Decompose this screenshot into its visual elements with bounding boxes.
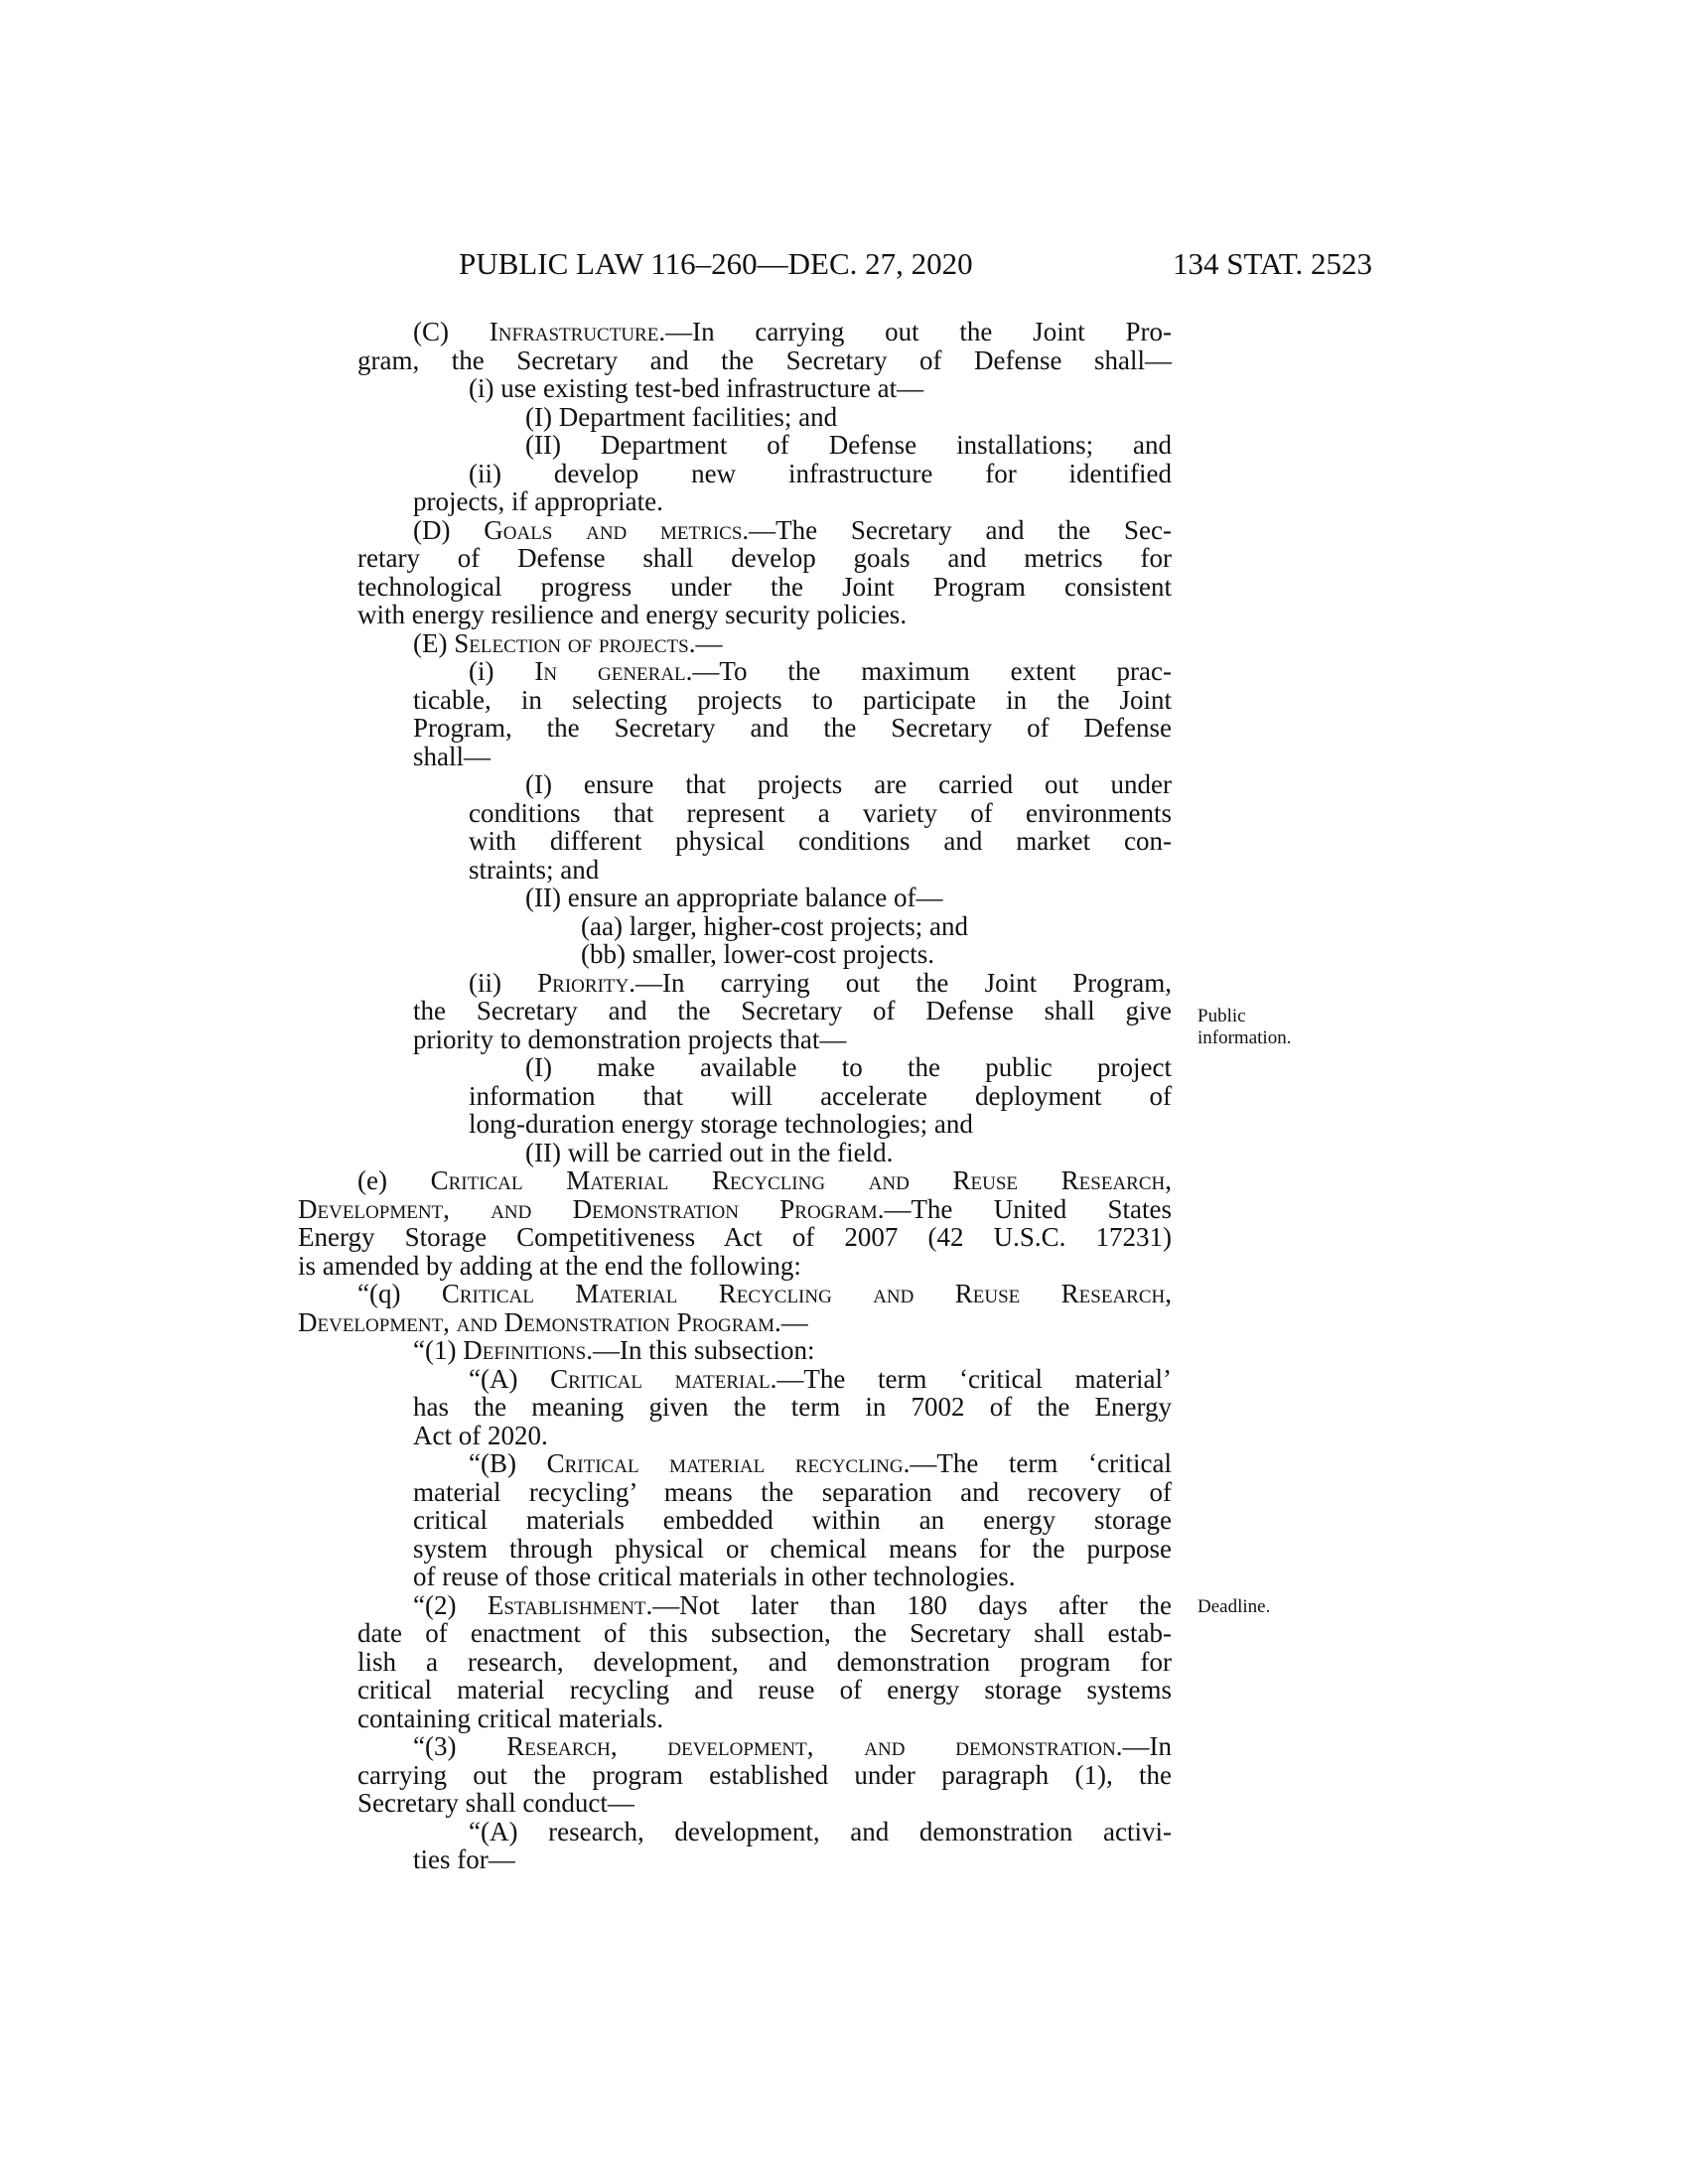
page-header (459, 246, 1372, 290)
section-heading-text: Critical Material Recycling and Reuse Research, (441, 1279, 1172, 1308)
line-text: (I) make available to the public project (525, 1052, 1172, 1082)
text-line (298, 544, 1172, 573)
text-line (298, 1705, 1172, 1733)
text-line (298, 1789, 1172, 1818)
line-text: .—The Secretary and the Sec- (742, 514, 1173, 545)
text-line (298, 1591, 1172, 1620)
line-text: (II) Department of Defense installations; and (525, 430, 1172, 460)
line-text: (II) ensure an appropriate balance of— (525, 883, 943, 912)
section-heading-text: Infrastructure (489, 317, 659, 346)
line-text: containing critical materials. (357, 1703, 664, 1733)
line-text: (e) (357, 1165, 431, 1195)
section-heading-text: Priority (537, 967, 630, 998)
line-text: .—The United States (877, 1193, 1172, 1224)
text-line (298, 1223, 1172, 1252)
line-text: .—The term ‘critical (903, 1448, 1172, 1478)
text-line (298, 912, 1172, 941)
line-text: of reuse of those critical materials in other technologies. (413, 1562, 1016, 1591)
text-line (298, 657, 1172, 686)
line-text: “(A) (469, 1363, 551, 1394)
line-text: .—In (1115, 1731, 1172, 1761)
text-line (298, 1676, 1172, 1705)
line-text: “(q) (357, 1279, 442, 1308)
text-line (298, 573, 1172, 602)
text-line (298, 1252, 1172, 1281)
text-line (298, 827, 1172, 856)
text-line (298, 403, 1172, 432)
text-line (298, 629, 1172, 658)
line-text: information that will accelerate deployment of (469, 1080, 1172, 1111)
line-text: (I) ensure that projects are carried out under (525, 769, 1172, 799)
line-text: (aa) larger, higher-cost projects; and (581, 910, 968, 941)
line-text: (ii) (469, 967, 538, 998)
text-line (298, 431, 1172, 460)
text-line (298, 1563, 1172, 1591)
text-line (298, 1732, 1172, 1761)
line-text: critical materials embedded within an energy storage (413, 1505, 1172, 1535)
margin-note-line: Public (1197, 1006, 1246, 1026)
line-text: gram, the Secretary and the Secretary of Defense shall— (357, 344, 1172, 375)
line-text: priority to demonstration projects that— (413, 1024, 847, 1054)
text-line (298, 884, 1172, 912)
line-text: conditions that represent a variety of environments (469, 797, 1172, 828)
text-line (298, 1818, 1172, 1846)
line-text: .—In this subsection: (586, 1335, 815, 1365)
section-heading-text: Goals and metrics (484, 514, 743, 545)
line-text: system through physical or chemical means for the purpose (413, 1533, 1172, 1564)
text-line (298, 1393, 1172, 1422)
section-heading-text: Definitions (463, 1335, 587, 1365)
text-line (298, 487, 1172, 516)
text-line (298, 1619, 1172, 1648)
text-line (298, 1139, 1172, 1167)
line-text: “(2) (413, 1589, 488, 1620)
line-text: Program, the Secretary and the Secretary of Defense (413, 713, 1172, 743)
line-text: Secretary shall conduct— (357, 1788, 634, 1818)
text-line (298, 1336, 1172, 1365)
text-line (298, 1535, 1172, 1564)
text-line (298, 1025, 1172, 1054)
line-text: with different physical conditions and market con- (469, 826, 1172, 856)
line-text: “(A) research, development, and demonstration activi- (469, 1816, 1172, 1846)
line-text: material recycling’ means the separation and recovery of (413, 1476, 1172, 1507)
line-text: with energy resilience and energy security policies. (357, 600, 908, 629)
section-heading-text: In general (534, 656, 686, 686)
line-text: (C) (413, 317, 490, 346)
text-line (298, 1845, 1172, 1874)
section-heading-text: Development, and Demonstration Program (298, 1306, 775, 1337)
line-text: is amended by adding at the end the following: (298, 1250, 801, 1281)
line-text: Act of 2020. (413, 1420, 548, 1450)
line-text: straints; and (469, 854, 600, 885)
margin-note-deadline: Deadline. (1197, 1596, 1271, 1617)
line-text: (D) (413, 514, 485, 545)
section-heading-text: Selection of projects (454, 627, 689, 658)
text-line (298, 346, 1172, 375)
line-text: (ii) develop new infrastructure for identified (469, 458, 1172, 488)
line-text: .— (688, 627, 723, 658)
text-line (298, 374, 1172, 403)
text-line (298, 856, 1172, 885)
text-line (298, 460, 1172, 488)
section-heading-text: Research, development, and demonstration (506, 1731, 1116, 1761)
text-line (298, 318, 1172, 346)
text-line (298, 1053, 1172, 1082)
section-heading-text: Establishment (487, 1589, 646, 1620)
line-text: (E) (413, 627, 455, 658)
margin-note-line: information. (1197, 1027, 1292, 1048)
text-line (298, 940, 1172, 969)
line-text: critical material recycling and reuse of energy storage systems (357, 1675, 1172, 1705)
line-text: shall— (413, 741, 491, 771)
line-text: the Secretary and the Secretary of Defense shall give (413, 996, 1172, 1025)
line-text: (I) Department facilities; and (525, 401, 838, 432)
line-text: long-duration energy storage technologies; and (469, 1109, 973, 1139)
statute-body-text (298, 318, 1172, 1874)
line-text: .—The term ‘critical material’ (770, 1363, 1172, 1394)
line-text: lish a research, development, and demonstration program for (357, 1646, 1172, 1677)
text-line (298, 1648, 1172, 1677)
text-line (298, 686, 1172, 715)
text-line (298, 1449, 1172, 1478)
text-line (298, 1478, 1172, 1507)
line-text: carrying out the program established under paragraph (1), the (357, 1759, 1172, 1790)
line-text: “(1) (413, 1335, 464, 1365)
text-line (298, 1166, 1172, 1195)
line-text: date of enactment of this subsection, the Secretary shall estab- (357, 1618, 1172, 1648)
header-law-citation: PUBLIC LAW 116–260—DEC. 27, 2020 (459, 246, 973, 281)
section-heading-text: Critical material recycling (546, 1448, 904, 1478)
margin-note-public-information (1197, 1006, 1291, 1049)
line-text: projects, if appropriate. (413, 486, 663, 516)
text-line (298, 1761, 1172, 1790)
line-text: “(3) (413, 1731, 507, 1761)
text-line (298, 1082, 1172, 1111)
text-line (298, 1280, 1172, 1308)
text-line (298, 799, 1172, 828)
line-text: technological progress under the Joint Program consistent (357, 571, 1172, 602)
line-text: (II) will be carried out in the field. (525, 1137, 894, 1167)
text-line (298, 1422, 1172, 1450)
line-text: .—To the maximum extent prac- (685, 656, 1172, 686)
line-text: ties for— (413, 1844, 515, 1874)
text-line (298, 969, 1172, 998)
line-text: .—Not later than 180 days after the (645, 1589, 1172, 1620)
text-line (298, 1365, 1172, 1394)
section-heading-text: Development, and Demonstration Program (298, 1193, 878, 1224)
line-text: (i) (469, 656, 535, 686)
line-text: ticable, in selecting projects to participate in the Joint (413, 684, 1172, 715)
text-line (298, 516, 1172, 545)
text-line (298, 743, 1172, 771)
header-stat-page: 134 STAT. 2523 (1172, 246, 1372, 281)
text-line (298, 1506, 1172, 1535)
section-heading-text: Critical Material Recycling and Reuse Research, (430, 1165, 1172, 1195)
line-text: .— (774, 1306, 808, 1337)
line-text: has the meaning given the term in 7002 of the Energy (413, 1392, 1172, 1422)
line-text: .—In carrying out the Joint Pro- (658, 317, 1172, 346)
text-line (298, 1195, 1172, 1224)
text-line (298, 1308, 1172, 1337)
line-text: “(B) (469, 1448, 547, 1478)
text-line (298, 714, 1172, 743)
line-text: (i) use existing test-bed infrastructure at— (469, 373, 924, 403)
line-text: (bb) smaller, lower-cost projects. (581, 939, 935, 969)
line-text: retary of Defense shall develop goals and metrics for (357, 543, 1172, 573)
line-text: .—In carrying out the Joint Program, (629, 967, 1172, 998)
line-text: Energy Storage Competitiveness Act of 2007 (42 U.S.C. 17231) (298, 1222, 1172, 1252)
section-heading-text: Critical material (550, 1363, 771, 1394)
text-line (298, 601, 1172, 629)
text-line (298, 997, 1172, 1025)
text-line (298, 1110, 1172, 1139)
text-line (298, 770, 1172, 799)
